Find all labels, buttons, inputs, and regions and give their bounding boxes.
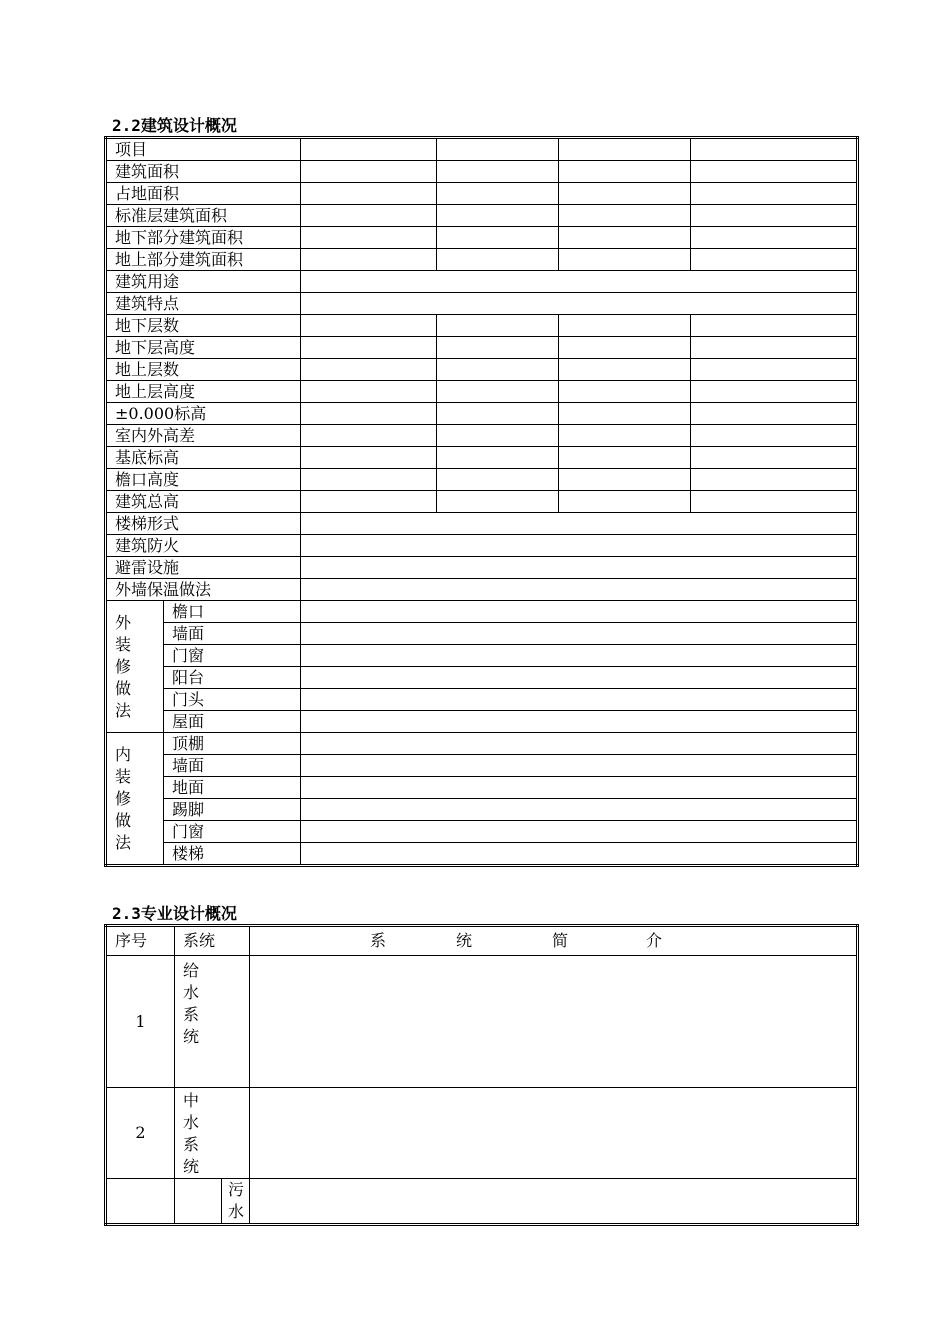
table-row [106, 799, 858, 821]
row-label: 地下部分建筑面积 [106, 227, 301, 249]
row-label: 屋面 [164, 711, 301, 733]
table-row [106, 711, 858, 733]
header-description [250, 926, 858, 956]
value-cell[interactable] [691, 183, 858, 205]
row-label: 基底标高 [106, 447, 301, 469]
value-cell[interactable] [691, 249, 858, 271]
value-cell[interactable] [691, 359, 858, 381]
table-row [106, 403, 858, 425]
table-row [106, 138, 858, 161]
value-cell[interactable] [691, 403, 858, 425]
value-cell[interactable] [301, 733, 858, 755]
value-cell[interactable] [301, 161, 437, 183]
value-cell[interactable] [301, 645, 858, 667]
value-cell[interactable] [691, 138, 858, 161]
value-cell[interactable] [691, 447, 858, 469]
value-cell[interactable] [437, 227, 559, 249]
row-label: 建筑特点 [106, 293, 301, 315]
section-title-specialty: 2.3专业设计概况 [112, 904, 237, 923]
table-row [106, 227, 858, 249]
interior-group-label [106, 733, 164, 866]
value-cell[interactable] [559, 315, 691, 337]
table-row [106, 359, 858, 381]
value-cell[interactable] [301, 777, 858, 799]
value-cell[interactable] [691, 425, 858, 447]
row-no: 1 [106, 956, 175, 1088]
value-cell[interactable] [301, 843, 858, 866]
row-label: 门头 [164, 689, 301, 711]
value-cell[interactable] [301, 359, 437, 381]
value-cell[interactable] [437, 403, 559, 425]
table-row [106, 469, 858, 491]
value-cell[interactable] [437, 469, 559, 491]
row-system [175, 1088, 250, 1179]
value-cell[interactable] [691, 491, 858, 513]
value-cell[interactable] [301, 205, 437, 227]
value-cell[interactable] [301, 535, 858, 557]
row-system [175, 1179, 222, 1225]
value-cell[interactable] [301, 183, 437, 205]
value-cell[interactable] [301, 249, 437, 271]
table-row [106, 293, 858, 315]
row-label: 外墙保温做法 [106, 579, 301, 601]
value-cell[interactable] [691, 161, 858, 183]
table-row [106, 579, 858, 601]
table-row [106, 491, 858, 513]
value-cell[interactable] [559, 227, 691, 249]
architecture-overview-table [104, 136, 859, 867]
value-cell[interactable] [437, 161, 559, 183]
table-row [106, 777, 858, 799]
value-cell[interactable] [301, 689, 858, 711]
table-row [106, 447, 858, 469]
row-label: 楼梯 [164, 843, 301, 866]
row-label: 地下层数 [106, 315, 301, 337]
table-row [106, 821, 858, 843]
value-cell[interactable] [301, 381, 437, 403]
section-title-architecture: 2.2建筑设计概况 [112, 116, 237, 135]
value-cell[interactable] [301, 227, 437, 249]
value-cell[interactable] [691, 469, 858, 491]
row-description[interactable] [250, 1088, 858, 1179]
row-label: 顶棚 [164, 733, 301, 755]
value-cell[interactable] [437, 138, 559, 161]
table-row [106, 183, 858, 205]
value-cell[interactable] [437, 381, 559, 403]
value-cell[interactable] [691, 315, 858, 337]
value-cell[interactable] [437, 315, 559, 337]
table-row [106, 535, 858, 557]
interior-group-text: 内装修做法 [115, 744, 132, 852]
row-no [106, 1179, 175, 1225]
row-no: 2 [106, 1088, 175, 1179]
value-cell[interactable] [301, 667, 858, 689]
row-label: 檐口高度 [106, 469, 301, 491]
row-label: 建筑防火 [106, 535, 301, 557]
row-subsystem-label: 污水 [228, 1180, 245, 1221]
row-description[interactable] [250, 1179, 858, 1225]
row-label: 项目 [106, 138, 301, 161]
value-cell[interactable] [559, 491, 691, 513]
value-cell[interactable] [437, 249, 559, 271]
row-subsystem [222, 1179, 250, 1225]
value-cell[interactable] [559, 249, 691, 271]
value-cell[interactable] [559, 138, 691, 161]
row-label: 室内外高差 [106, 425, 301, 447]
table-row [106, 755, 858, 777]
value-cell[interactable] [301, 425, 437, 447]
row-label: 踢脚 [164, 799, 301, 821]
value-cell[interactable] [301, 447, 437, 469]
value-cell[interactable] [301, 337, 437, 359]
row-label: 建筑面积 [106, 161, 301, 183]
value-cell[interactable] [559, 469, 691, 491]
value-cell[interactable] [559, 403, 691, 425]
value-cell[interactable] [301, 138, 437, 161]
value-cell[interactable] [437, 491, 559, 513]
value-cell[interactable] [301, 315, 437, 337]
table-row [106, 381, 858, 403]
table-row [106, 645, 858, 667]
header-no: 序号 [106, 926, 175, 956]
row-label: 墙面 [164, 623, 301, 645]
value-cell[interactable] [559, 425, 691, 447]
value-cell[interactable] [301, 623, 858, 645]
value-cell[interactable] [559, 337, 691, 359]
exterior-group-text: 外装修做法 [115, 612, 132, 720]
row-label: 檐口 [164, 601, 301, 623]
table-row [106, 425, 858, 447]
table-row [106, 557, 858, 579]
value-cell[interactable] [301, 293, 858, 315]
row-description[interactable] [250, 956, 858, 1088]
row-label: 地上层高度 [106, 381, 301, 403]
value-cell[interactable] [301, 557, 858, 579]
row-label: 门窗 [164, 821, 301, 843]
table-row [106, 601, 858, 623]
value-cell[interactable] [437, 205, 559, 227]
value-cell[interactable] [691, 205, 858, 227]
value-cell[interactable] [301, 491, 437, 513]
row-label: 标准层建筑面积 [106, 205, 301, 227]
table-row [106, 623, 858, 645]
table-row [106, 205, 858, 227]
header-system: 系统 [175, 926, 250, 956]
value-cell[interactable] [559, 447, 691, 469]
value-cell[interactable] [437, 183, 559, 205]
table-row [106, 249, 858, 271]
value-cell[interactable] [437, 337, 559, 359]
row-label: 地面 [164, 777, 301, 799]
value-cell[interactable] [301, 755, 858, 777]
value-cell[interactable] [301, 403, 437, 425]
row-label: 门窗 [164, 645, 301, 667]
table-row [106, 667, 858, 689]
row-system [175, 956, 250, 1088]
value-cell[interactable] [559, 381, 691, 403]
row-label: 楼梯形式 [106, 513, 301, 535]
value-cell[interactable] [691, 227, 858, 249]
specialty-design-table [104, 924, 859, 1226]
table-row [106, 161, 858, 183]
table-row [106, 315, 858, 337]
value-cell[interactable] [559, 183, 691, 205]
table-row [106, 689, 858, 711]
value-cell[interactable] [559, 205, 691, 227]
row-system-label: 给水系统 [183, 961, 200, 1046]
value-cell[interactable] [437, 447, 559, 469]
value-cell[interactable] [301, 271, 858, 293]
row-label: ±0.000标高 [106, 403, 301, 425]
value-cell[interactable] [301, 513, 858, 535]
row-label: 地上部分建筑面积 [106, 249, 301, 271]
value-cell[interactable] [301, 821, 858, 843]
header-desc-char: 介 [646, 931, 663, 950]
row-label: 阳台 [164, 667, 301, 689]
value-cell[interactable] [301, 579, 858, 601]
table-row [106, 271, 858, 293]
table-row [106, 513, 858, 535]
value-cell[interactable] [437, 425, 559, 447]
table-row [106, 337, 858, 359]
exterior-group-label [106, 601, 164, 733]
value-cell[interactable] [559, 359, 691, 381]
table-row [106, 843, 858, 866]
value-cell[interactable] [559, 161, 691, 183]
value-cell[interactable] [691, 381, 858, 403]
value-cell[interactable] [301, 469, 437, 491]
row-label: 建筑用途 [106, 271, 301, 293]
value-cell[interactable] [301, 799, 858, 821]
row-label: 墙面 [164, 755, 301, 777]
value-cell[interactable] [691, 337, 858, 359]
table-row [106, 733, 858, 755]
row-label: 建筑总高 [106, 491, 301, 513]
row-system-label: 中水系统 [183, 1091, 200, 1176]
row-label: 地下层高度 [106, 337, 301, 359]
header-desc-char: 简 [552, 931, 569, 950]
value-cell[interactable] [301, 601, 858, 623]
row-label: 避雷设施 [106, 557, 301, 579]
value-cell[interactable] [301, 711, 858, 733]
header-desc-char: 统 [456, 931, 473, 950]
value-cell[interactable] [437, 359, 559, 381]
row-label: 占地面积 [106, 183, 301, 205]
header-desc-char: 系 [370, 931, 387, 950]
row-label: 地上层数 [106, 359, 301, 381]
